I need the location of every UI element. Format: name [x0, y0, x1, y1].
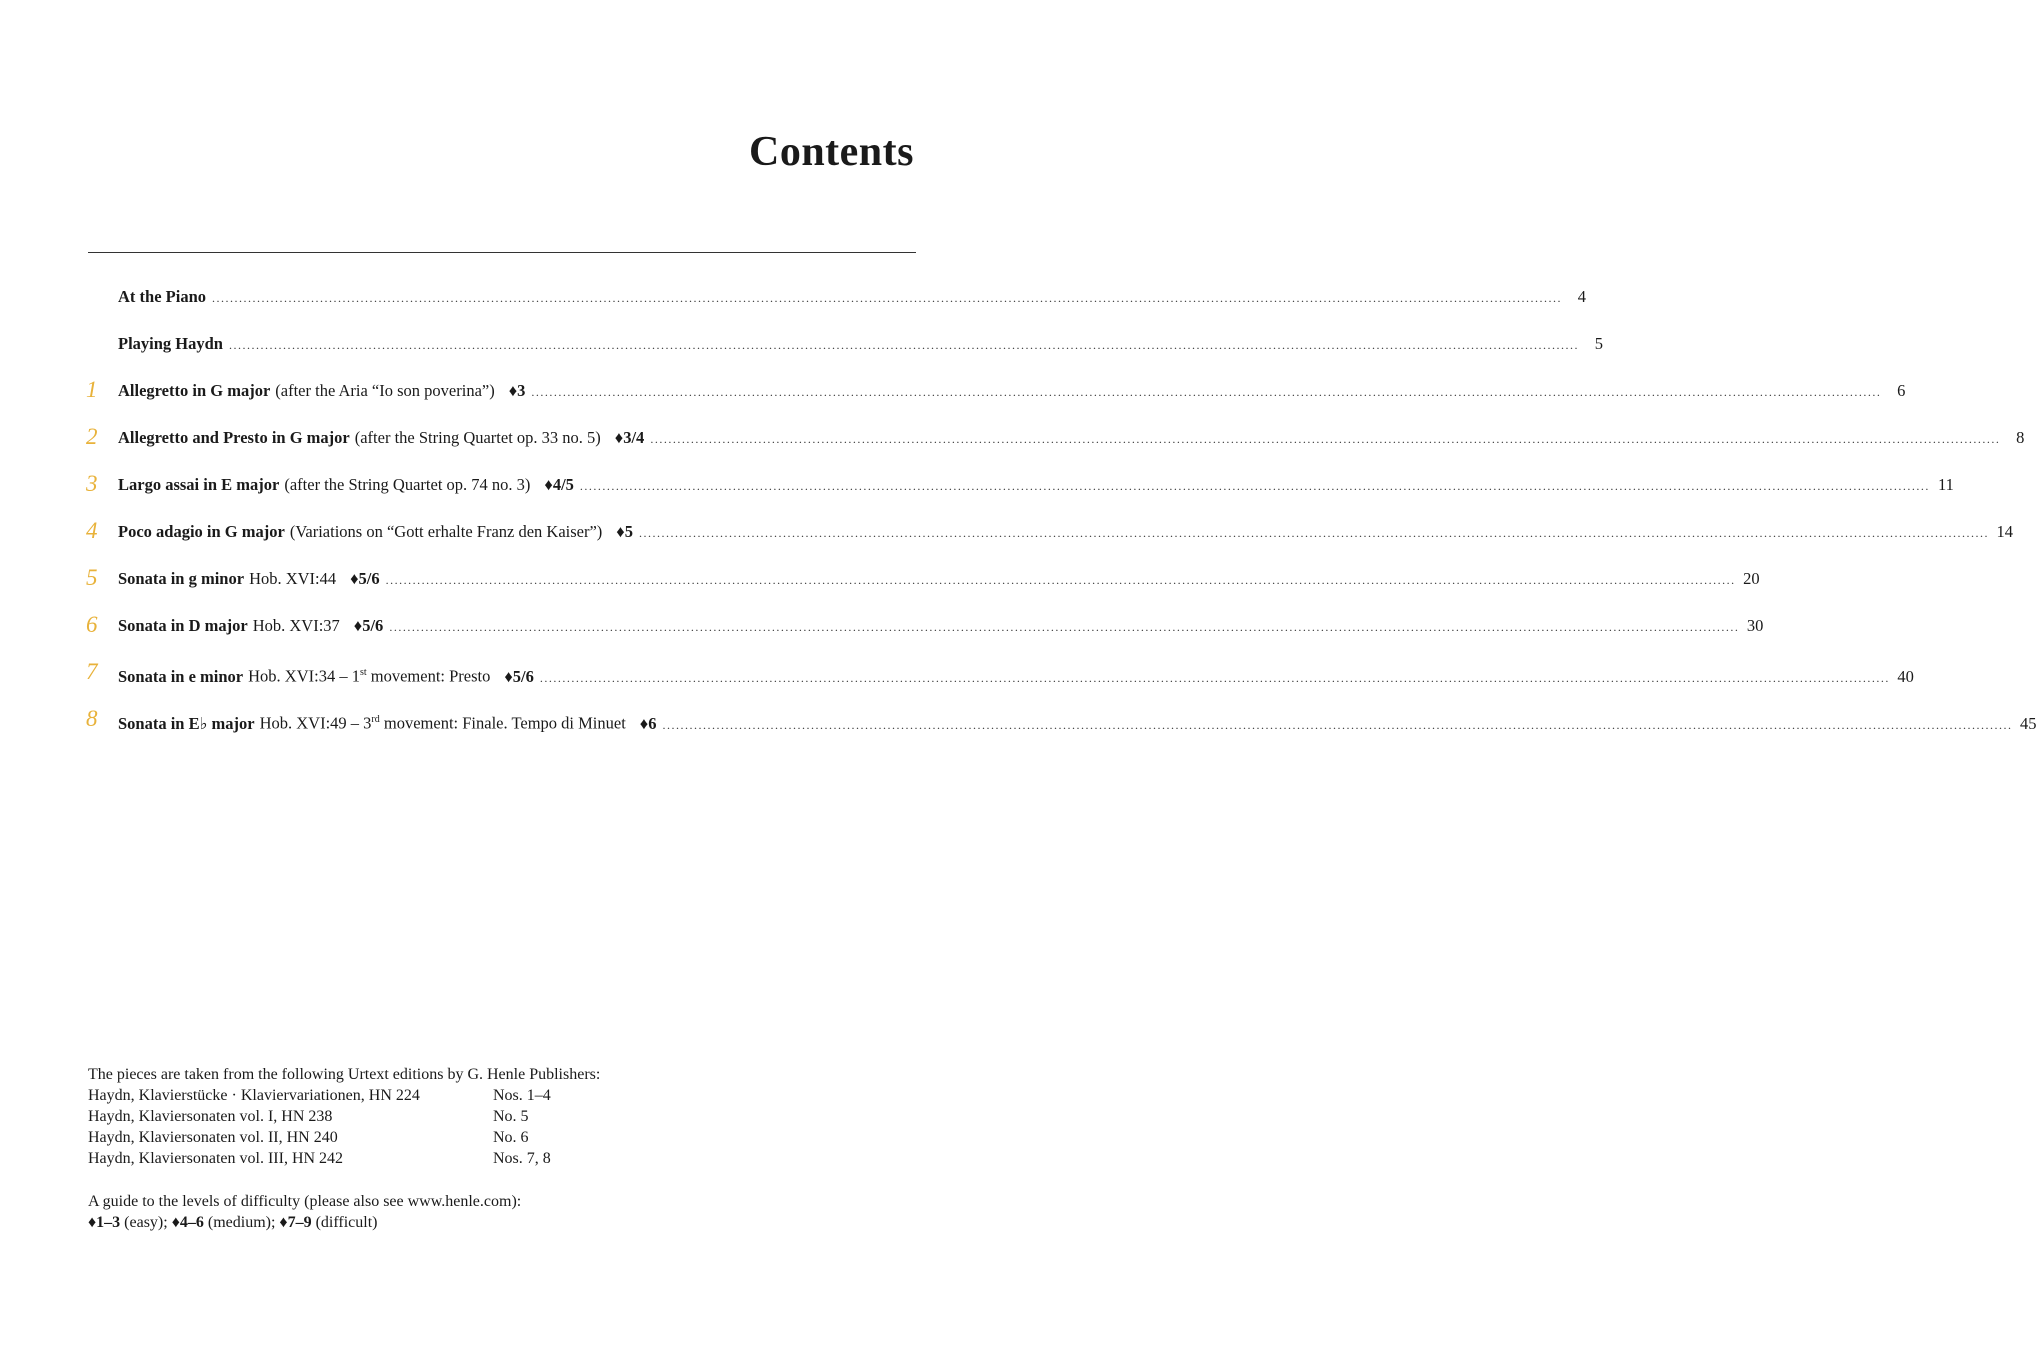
- edition-row: [88, 1127, 600, 1148]
- difficulty-label: (easy);: [120, 1214, 172, 1231]
- piece-description: (after the String Quartet op. 33 no. 5): [354, 428, 601, 447]
- ordinal-suffix: rd: [371, 714, 380, 725]
- page-number: 5: [1594, 334, 1603, 353]
- dot-leader: ............................................................................................................................................................................................................................................................................................................: [579, 479, 1930, 493]
- piece-title: Poco adagio in G major: [118, 522, 285, 541]
- toc-entry-row: [118, 376, 1906, 407]
- toc-entry[interactable]: [0, 611, 1764, 641]
- dot-leader: ............................................................................................................................................................................................................................................................................................................: [229, 338, 1579, 352]
- difficulty-level: ♦6: [639, 713, 657, 733]
- edition-title: Haydn, Klavierstücke · Klaviervariationen, HN 224: [88, 1087, 420, 1104]
- toc-entry[interactable]: [0, 705, 2036, 735]
- piece-title: Sonata in E♭ major: [118, 713, 255, 733]
- page-title: Contents: [748, 129, 914, 175]
- toc-entry[interactable]: [0, 564, 1760, 594]
- difficulty-level: ♦3: [508, 381, 526, 400]
- edition-title: Haydn, Klaviersonaten vol. I, HN 238: [88, 1108, 333, 1125]
- toc-entry-row: [118, 658, 1914, 693]
- piece-number: 8: [86, 706, 98, 731]
- dot-leader: ............................................................................................................................................................................................................................................................................................................: [662, 717, 2013, 732]
- piece-title: Sonata in g minor: [118, 569, 245, 588]
- dot-leader: ............................................................................................................................................................................................................................................................................................................: [389, 620, 1740, 634]
- piece-number: 4: [86, 518, 98, 543]
- dot-leader: ............................................................................................................................................................................................................................................................................................................: [385, 573, 1736, 587]
- difficulty-label: (medium);: [203, 1214, 280, 1231]
- piece-description: Hob. XVI:44: [249, 569, 337, 588]
- piece-number: 7: [86, 659, 98, 684]
- edition-title: Haydn, Klaviersonaten vol. III, HN 242: [88, 1150, 344, 1167]
- description-part: Hob. XVI:34 – 1: [248, 666, 360, 686]
- piece-title: Sonata in e minor: [118, 666, 244, 686]
- difficulty-level: ♦5/6: [504, 666, 534, 686]
- piece-description: [248, 658, 490, 692]
- edition-numbers: No. 5: [493, 1108, 529, 1125]
- toc-entry-row: [118, 705, 2036, 740]
- toc-entry-row: [118, 282, 1586, 313]
- difficulty-level: ♦3/4: [614, 428, 645, 447]
- piece-number: 1: [86, 377, 98, 402]
- editions-footer: [88, 1064, 600, 1233]
- dot-leader: ............................................................................................................................................................................................................................................................................................................: [638, 526, 1989, 540]
- piece-number: 5: [86, 565, 98, 590]
- difficulty-level: ♦5/6: [350, 569, 380, 588]
- piece-description: (after the String Quartet op. 74 no. 3): [284, 475, 531, 494]
- toc-entry[interactable]: [0, 658, 1914, 688]
- piece-title: Allegretto in G major: [118, 381, 271, 400]
- piece-description: (after the Aria “Io son poverina”): [275, 381, 495, 400]
- toc-entry-row: [118, 564, 1760, 595]
- page-number: 4: [1577, 287, 1586, 306]
- description-part: movement: Presto: [366, 666, 491, 686]
- piece-title: Playing Haydn: [118, 334, 223, 353]
- page-number: 30: [1746, 616, 1764, 635]
- piece-number: 2: [86, 424, 98, 449]
- difficulty-range: ♦7–9: [279, 1214, 312, 1231]
- edition-row: [88, 1106, 600, 1127]
- ordinal-suffix: st: [359, 667, 367, 678]
- toc-entry-row: [118, 470, 1954, 501]
- toc-entry-row: [118, 611, 1764, 642]
- toc-entry-row: [118, 329, 1603, 360]
- page-number: 8: [2016, 428, 2025, 447]
- editions-intro: The pieces are taken from the following Urtext editions by G. Henle Publishers:: [88, 1066, 601, 1083]
- piece-title: Largo assai in E major: [118, 475, 280, 494]
- edition-row: [88, 1085, 600, 1106]
- page-number: 20: [1743, 569, 1760, 588]
- piece-number: 6: [86, 612, 98, 637]
- toc-entry-row: [118, 517, 2013, 548]
- page-number: 45: [2019, 713, 2036, 733]
- editions-list: [88, 1085, 600, 1169]
- piece-description: (Variations on “Gott erhalte Franz den Kaiser”): [289, 522, 603, 541]
- dot-leader: ............................................................................................................................................................................................................................................................................................................: [212, 291, 1562, 305]
- difficulty-range: ♦1–3: [88, 1214, 121, 1231]
- piece-description: [260, 705, 626, 739]
- difficulty-guide: [88, 1212, 600, 1233]
- dot-leader: ............................................................................................................................................................................................................................................................................................................: [531, 385, 1882, 399]
- toc-entry-row: [118, 423, 2025, 454]
- page-number: 40: [1897, 666, 1914, 686]
- edition-numbers: Nos. 1–4: [493, 1087, 551, 1104]
- piece-title: Allegretto and Presto in G major: [118, 428, 350, 447]
- toc-entry[interactable]: [0, 423, 2025, 453]
- piece-title: At the Piano: [118, 287, 206, 306]
- difficulty-level: ♦5: [616, 522, 633, 541]
- page-number: 14: [1996, 522, 2013, 541]
- toc-entry[interactable]: [0, 329, 1603, 359]
- page-number: 11: [1938, 475, 1954, 494]
- difficulty-level: ♦5/6: [353, 616, 384, 635]
- description-part: movement: Finale. Tempo di Minuet: [379, 713, 626, 733]
- difficulty-label: (difficult): [311, 1214, 378, 1231]
- toc-entry[interactable]: [0, 517, 2013, 547]
- piece-title: Sonata in D major: [118, 616, 248, 635]
- edition-numbers: Nos. 7, 8: [493, 1150, 551, 1167]
- piece-description: Hob. XVI:37: [252, 616, 340, 635]
- edition-row: [88, 1148, 600, 1169]
- piece-number: 3: [86, 471, 98, 496]
- difficulty-guide-intro: A guide to the levels of difficulty (please also see www.henle.com):: [88, 1193, 522, 1210]
- edition-title: Haydn, Klaviersonaten vol. II, HN 240: [88, 1129, 338, 1146]
- dot-leader: ............................................................................................................................................................................................................................................................................................................: [539, 670, 1890, 685]
- toc-entry[interactable]: [0, 376, 1906, 406]
- dot-leader: ............................................................................................................................................................................................................................................................................................................: [650, 432, 2001, 446]
- toc-entry[interactable]: [0, 282, 1586, 312]
- difficulty-level: ♦4/5: [544, 475, 574, 494]
- description-part: Hob. XVI:49 – 3: [259, 713, 372, 733]
- toc-entry[interactable]: [0, 470, 1954, 500]
- difficulty-range: ♦4–6: [171, 1214, 204, 1231]
- edition-numbers: No. 6: [493, 1129, 529, 1146]
- title-divider: [88, 252, 916, 253]
- page-number: 6: [1897, 381, 1906, 400]
